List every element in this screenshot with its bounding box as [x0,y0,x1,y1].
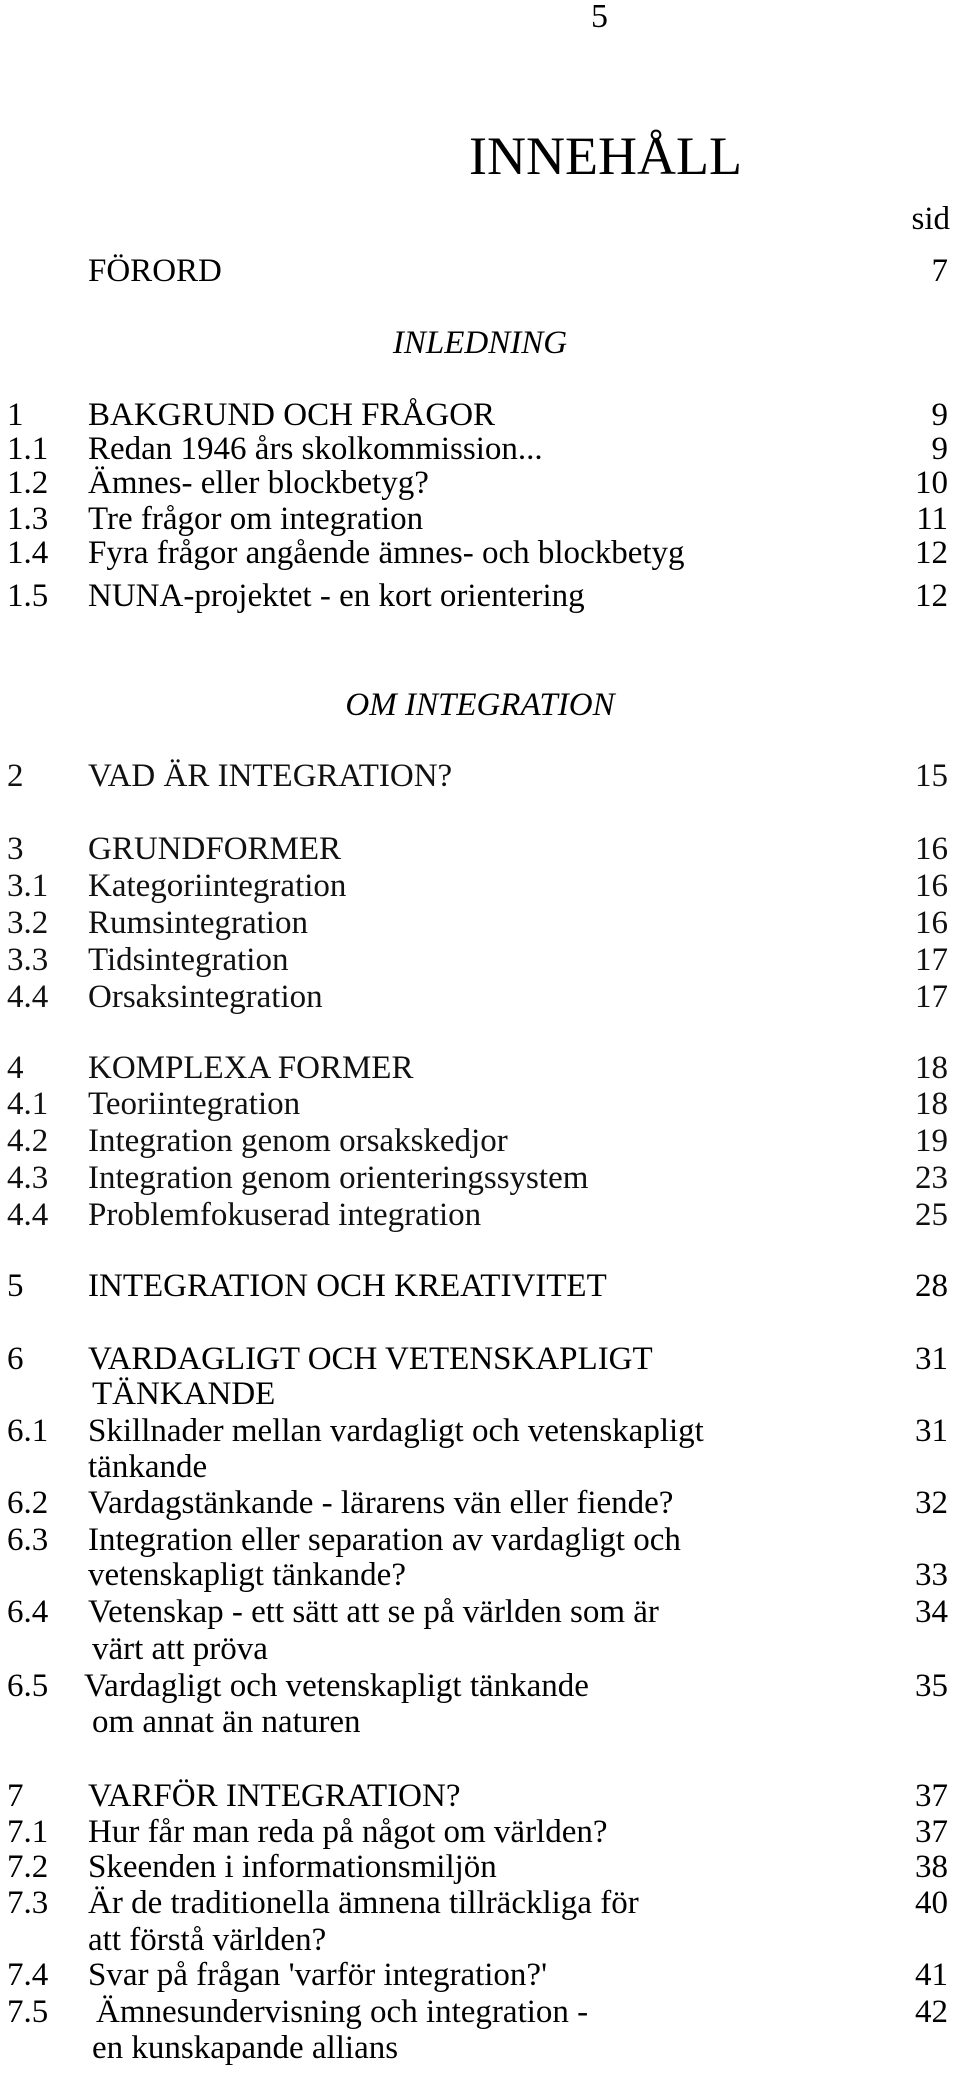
entry-title: VARFÖR INTEGRATION? [88,1778,461,1814]
toc-section-row [0,1886,960,1921]
entry-title: Fyra frågor angående ämnes- och blockbetyg [88,535,685,571]
entry-title: Redan 1946 års skolkommission... [88,431,543,467]
toc-continuation-row [0,1377,960,1412]
entry-title: VAD ÄR INTEGRATION? [88,758,453,794]
entry-number: 5 [7,1268,24,1304]
entry-title: FÖRORD [88,253,222,289]
toc-chapter-row [0,398,960,433]
entry-title: Integration eller separation av vardagligt och [88,1522,681,1558]
entry-title: Skillnader mellan vardagligt och vetenskapligt [88,1413,704,1449]
entry-title: Hur får man reda på något om världen? [88,1814,608,1850]
toc-section-row [0,1595,960,1630]
toc-row-foreword [0,254,960,289]
entry-page: 31 [915,1413,948,1449]
entry-number: 6.5 [7,1668,49,1704]
entry-page: 11 [916,501,948,537]
entry-page: 9 [931,397,948,433]
entry-title: Tre frågor om integration [88,501,424,537]
entry-page: 25 [915,1197,948,1233]
toc-continuation-row [0,1632,960,1667]
entry-title-continuation: vetenskapligt tänkande? [88,1557,406,1593]
toc-continuation-row [0,2031,960,2066]
entry-number: 7.3 [7,1885,49,1921]
toc-section-row [0,502,960,537]
entry-number: 7.5 [7,1994,49,2030]
entry-number: 3 [7,831,24,867]
toc-section-row [0,943,960,978]
entry-page: 15 [915,758,948,794]
toc-section-row [0,579,960,614]
toc-continuation-row [0,1705,960,1740]
page-column-label: sid [911,201,950,237]
entry-title: Svar på frågan 'varför integration?' [88,1957,548,1993]
toc-section-row [0,1087,960,1122]
entry-page: 17 [915,942,948,978]
entry-title-continuation: TÄNKANDE [92,1376,276,1412]
entry-page: 16 [915,868,948,904]
entry-page: 23 [915,1160,948,1196]
toc-section-row [0,1414,960,1449]
entry-number: 3.1 [7,868,49,904]
entry-number: 1.5 [7,578,49,614]
entry-page: 16 [915,905,948,941]
toc-continuation-row [0,1923,960,1958]
entry-number: 4.2 [7,1123,49,1159]
entry-title: Rumsintegration [88,905,308,941]
toc-section-row [0,1523,960,1558]
entry-page: 37 [915,1778,948,1814]
entry-title-continuation: en kunskapande allians [92,2030,399,2066]
page-number: 5 [591,0,608,35]
entry-title: Teoriintegration [88,1086,301,1122]
entry-page: 40 [915,1885,948,1921]
part-heading: OM INTEGRATION [345,687,615,723]
entry-number: 1.4 [7,535,49,571]
entry-page: 19 [915,1123,948,1159]
entry-number: 4.1 [7,1086,49,1122]
toc-chapter-row [0,1051,960,1086]
entry-title: GRUNDFORMER [88,831,342,867]
entry-title: Skeenden i informationsmiljön [88,1849,497,1885]
toc-section-row [0,1958,960,1993]
toc-section-row [0,1486,960,1521]
entry-number: 7.4 [7,1957,49,1993]
toc-chapter-row [0,1342,960,1377]
toc-section-row [0,1995,960,2030]
toc-section-row [0,1198,960,1233]
entry-title: Ämnesundervisning och integration - [96,1994,589,2030]
toc-section-row [0,1124,960,1159]
entry-page: 18 [915,1050,948,1086]
entry-title: INTEGRATION OCH KREATIVITET [88,1268,607,1304]
entry-title: Är de traditionella ämnena tillräckliga för [88,1885,639,1921]
entry-page: 31 [915,1341,948,1377]
entry-title: BAKGRUND OCH FRÅGOR [88,397,496,433]
entry-number: 4.4 [7,979,49,1015]
entry-page: 34 [915,1594,948,1630]
entry-page: 18 [915,1086,948,1122]
entry-number: 6.1 [7,1413,49,1449]
entry-title: Vardagstänkande - lärarens vän eller fiende? [88,1485,674,1521]
entry-number: 7.1 [7,1814,49,1850]
entry-page: 12 [915,535,948,571]
entry-title-continuation: att förstå världen? [88,1922,327,1958]
entry-page: 9 [931,431,948,467]
toc-section-row [0,906,960,941]
toc-section-row [0,1850,960,1885]
entry-number: 3.2 [7,905,49,941]
entry-page: 38 [915,1849,948,1885]
part-heading: INLEDNING [392,325,568,361]
toc-chapter-row [0,1779,960,1814]
toc-section-row [0,466,960,501]
entry-number: 4 [7,1050,24,1086]
entry-title: Integration genom orienteringssystem [88,1160,589,1196]
toc-continuation-row [0,1558,960,1593]
entry-number: 1 [7,397,24,433]
entry-title: Tidsintegration [88,942,289,978]
entry-page: 37 [915,1814,948,1850]
entry-number: 7.2 [7,1849,49,1885]
entry-title: KOMPLEXA FORMER [88,1050,414,1086]
toc-section-row [0,432,960,467]
entry-page: 32 [915,1485,948,1521]
toc-section-row [0,869,960,904]
entry-page: 16 [915,831,948,867]
entry-number: 1.2 [7,465,49,501]
toc-chapter-row [0,1269,960,1304]
entry-page: 41 [915,1957,948,1993]
entry-page: 35 [915,1668,948,1704]
toc-continuation-row [0,1450,960,1485]
toc-chapter-row [0,832,960,867]
entry-page: 17 [915,979,948,1015]
entry-number: 4.4 [7,1197,49,1233]
toc-section-row [0,1815,960,1850]
entry-page: 33 [915,1557,948,1593]
entry-number: 1.3 [7,501,49,537]
entry-page: 12 [915,578,948,614]
entry-number: 6.4 [7,1594,49,1630]
entry-title: Kategoriintegration [88,868,347,904]
entry-title: Problemfokuserad integration [88,1197,482,1233]
entry-title-continuation: tänkande [88,1449,208,1485]
entry-number: 1.1 [7,431,49,467]
entry-title: Integration genom orsakskedjor [88,1123,508,1159]
entry-page: 28 [915,1268,948,1304]
entry-title-continuation: värt att pröva [92,1631,268,1667]
toc-section-row [0,536,960,571]
entry-number: 4.3 [7,1160,49,1196]
entry-title-continuation: om annat än naturen [92,1704,361,1740]
entry-number: 2 [7,758,24,794]
entry-title: Ämnes- eller blockbetyg? [88,465,429,501]
entry-title: Orsaksintegration [88,979,323,1015]
toc-section-row [0,980,960,1015]
entry-title: NUNA-projektet - en kort orientering [88,578,585,614]
entry-number: 7 [7,1778,24,1814]
entry-number: 6.3 [7,1522,49,1558]
entry-page: 42 [915,1994,948,2030]
toc-section-row [0,1161,960,1196]
entry-number: 3.3 [7,942,49,978]
toc-section-row [0,1669,960,1704]
entry-page: 10 [915,465,948,501]
entry-number: 6.2 [7,1485,49,1521]
entry-page: 7 [931,253,948,289]
entry-title: VARDAGLIGT OCH VETENSKAPLIGT [88,1341,653,1377]
toc-chapter-row [0,759,960,794]
entry-title: Vardagligt och vetenskapligt tänkande [84,1668,589,1704]
entry-title: Vetenskap - ett sätt att se på världen som är [88,1594,659,1630]
toc-title: INNEHÅLL [469,126,742,186]
entry-number: 6 [7,1341,24,1377]
